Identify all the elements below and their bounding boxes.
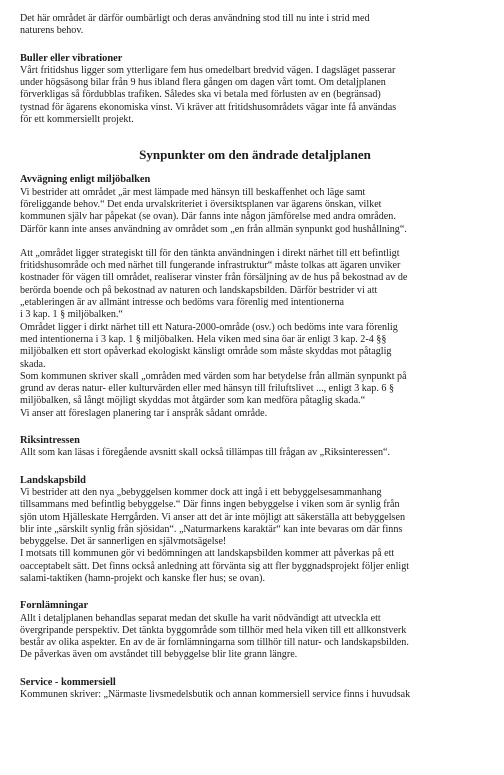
avvagning-heading: Avvägning enligt miljöbalken bbox=[20, 174, 151, 186]
service-heading: Service - kommersiell bbox=[20, 676, 116, 688]
spacer bbox=[20, 126, 490, 147]
spacer bbox=[20, 38, 490, 53]
spacer bbox=[20, 420, 490, 435]
fornlamningar-paragraph: Allt i detaljplanen behandlas separat medan det skulle ha varit nödvändigt att utveckla ett övergripande perspektiv. Det tänkta byggområde som tillhör med hela viken till ett allkonstverk består av olika aspekter. En av de är fornlämningarna som tillhör till natur- och landskapsbilden. De påverkas även om avståndet till bebyggelse blir lite grann längre. bbox=[20, 612, 409, 661]
spacer bbox=[20, 460, 490, 475]
service-paragraph: Kommunen skriver: „Närmaste livsmedelsbutik och annan kommersiell service finns i huvudsak bbox=[20, 689, 411, 701]
riksintressen-paragraph: Allt som kan läsas i föregående avsnitt skall också tillämpas till frågan av „Riksinteressen“. bbox=[20, 447, 391, 459]
riksintressen-heading: Riksintressen bbox=[20, 435, 80, 447]
spacer bbox=[20, 585, 490, 600]
buller-heading: Buller eller vibrationer bbox=[20, 52, 123, 64]
spacer bbox=[20, 162, 490, 174]
landskapsbild-paragraph: Vi bestrider att den nya „bebyggelsen kommer dock att ingå i ett bebyggelsesammanhang tillsammans med befintlig bebyggelse.“ Där finns ingen bebyggelse i viken som är synlig från sjön utom Hjälleskate Herrgården. Vi anser att det är inte möjligt att säkerställa att bebyggelsen blir inte „särskilt synlig från sjösidan“. „Naturmarkens karaktär“ kan inte bevaras om där finns bebyggelse. Det är sannerligen en självmotsägelse! I motsats till kommunen gör vi bedömningen att landskapsbilden kommer att påverkas på ett oacceptabelt sätt. Det finns också anledning att förvänta sig att fler byggnadsprojekt följer enligt salami-taktiken (hamn-projekt och kanske fler hus; se ovan). bbox=[20, 486, 410, 584]
fornlamningar-heading: Fornlämningar bbox=[20, 600, 89, 612]
intro-paragraph: Det här området är därför oumbärligt och deras användning stod till nu inte i strid med naturens behov. bbox=[20, 13, 370, 37]
spacer bbox=[20, 662, 490, 677]
avvagning-paragraph-1: Vi bestrider att området „är mest lämpade med hänsyn till beskaffenhet och läge samt föreliggande behov.“ Det enda urvalskriteriet i översiktsplanen var ägarens önskan, vilket kommunen själv har påpekat (se ovan). Där fanns inte någon jämförelse med andra områden. Därför kann inte anses användning av området som „en från allmän synpunkt god hushållning“. bbox=[20, 186, 407, 235]
spacer bbox=[20, 236, 490, 248]
landskapsbild-heading: Landskapsbild bbox=[20, 474, 86, 486]
section-title: Synpunkter om den ändrade detaljplanen bbox=[139, 147, 371, 163]
avvagning-paragraph-2: Att „området ligger strategiskt till för den tänkta användningen i direkt närhet till ett befintligt fritidshusområde och med närhet till fungerande infrastruktur“ måste tolkas att ägaren unviker kostnader för vägen till området, realiserar vinster från försäljning av de hus på bekostnad av de berörda boende och på bekostnad av naturen och landskapsbilden. Därför bestrider vi att „etableringen är av allmänt intresse och bedöms vara förenlig med intentionerna i 3 kap. 1 § miljöbalken.“ Området ligger i dirkt närhet till ett Natura-2000-område (osv.) och bedöms inte vara förenlig med intentionerna i 3 kap. 1 § miljöbalken. Hela viken med sina öar är enligt 3 kap. 2-4 §§ miljöbalken ett stort opåverkad ekologiskt känsligt område som måste skyddas mot påtaglig skada. Som kommunen skriver skall „områden med värden som har betydelse från allmän synpunkt på grund av deras natur- eller kulturvärden eller med hänsyn till friluftslivet ..., enligt 3 kap. 6 § miljöbalken, så långt möjligt skyddas mot åtgärder som kan medföra påtaglig skada.“ Vi anser att föreslagen planering tar i anspråk sådant område. bbox=[20, 247, 408, 419]
buller-paragraph: Vårt fritidshus ligger som ytterligare fem hus omedelbart bredvid vägen. I dagsläget passerar under högsäsong bilar från 9 hus ibland flera gången om dagen vårt tomt. Om detaljplanen förverkligas så fördubblas trafiken. Således ska vi betala med förlusten av en (begränsad) tystnad för ägarens ekonomiska vinst. Vi kräver att fritidshusområdets vägar inte få användas för ett kommersiellt projekt. bbox=[20, 64, 397, 126]
